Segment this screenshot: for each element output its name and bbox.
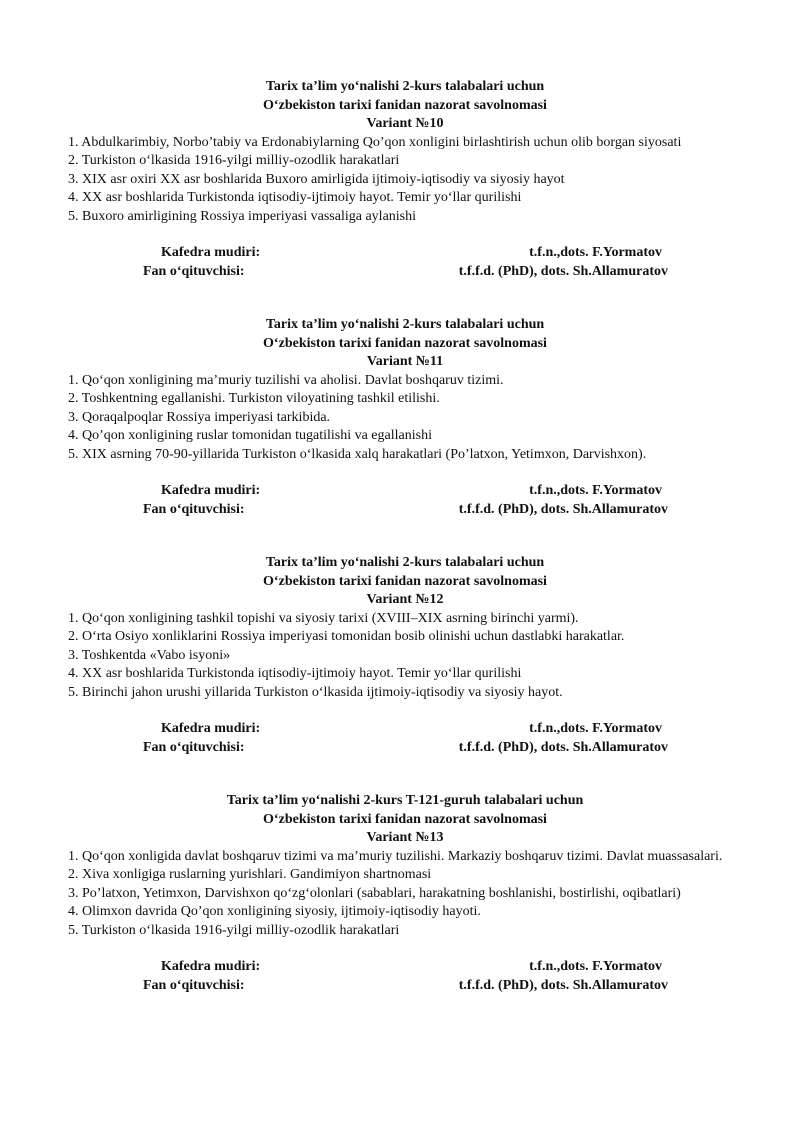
teacher-label: Fan o‘qituvchisi:	[143, 739, 245, 755]
variant-heading-line1: Tarix ta’lim yo‘nalishi 2-kurs talabalari uchun	[265, 555, 545, 570]
teacher-label: Fan o‘qituvchisi:	[143, 501, 245, 517]
question-item: 2. Toshkentning egallanishi. Turkiston viloyatining tashkil etilishi.	[68, 391, 440, 406]
variant-heading-line2: O‘zbekiston tarixi fanidan nazorat savolnomasi	[263, 811, 547, 827]
teacher-label: Fan o‘qituvchisi:	[143, 263, 245, 279]
question-item: 3. Po’latxon, Yetimxon, Darvishxon qo‘zg‘olonlari (sabablari, harakatning boshlanishi, bostirlishi, oqibatlari)	[68, 885, 681, 901]
variant-number: Variant №11	[366, 354, 444, 369]
head-of-department-label: Kafedra mudiri:	[161, 245, 261, 260]
teacher-label: Fan o‘qituvchisi:	[143, 977, 245, 993]
question-item: 5. Turkiston o‘lkasida 1916-yilgi milliy-ozodlik harakatlari	[68, 922, 400, 938]
question-item: 2. Turkiston o‘lkasida 1916-yilgi milliy-ozodlik harakatlari	[68, 153, 400, 168]
question-item: 2. O‘rta Osiyo xonliklarini Rossiya imperiyasi tomonidan bosib olinishi uchun dastlabki harakatlar.	[68, 629, 625, 644]
question-list	[0, 372, 800, 465]
variant-heading-line1: Tarix ta’lim yo‘nalishi 2-kurs talabalari uchun	[265, 317, 545, 332]
signature-block	[0, 958, 800, 995]
question-item: 5. Buxoro amirligining Rossiya imperiyasi vassaliga aylanishi	[68, 208, 417, 224]
question-list	[0, 848, 800, 941]
question-item: 4. XX asr boshlarida Turkistonda iqtisodiy-ijtimoiy hayot. Temir yo‘llar qurilishi	[68, 666, 522, 681]
question-item: 1. Qo‘qon xonligida davlat boshqaruv tizimi va ma’muriy tuzilishi. Markaziy boshqaruv tizimi. Davlat muassasalari.	[68, 848, 723, 864]
question-item: 3. XIX asr oxiri XX asr boshlarida Buxoro amirligida ijtimoiy-iqtisodiy va siyosiy hayot	[68, 171, 565, 187]
teacher-name: t.f.f.d. (PhD), dots. Sh.Allamuratov	[458, 263, 668, 279]
question-item: 3. Toshkentda «Vabo isyoni»	[68, 647, 231, 663]
head-of-department-label: Kafedra mudiri:	[161, 483, 261, 498]
teacher-name: t.f.f.d. (PhD), dots. Sh.Allamuratov	[458, 977, 668, 993]
question-item: 4. Qo’qon xonligining ruslar tomonidan tugatilishi va egallanishi	[68, 428, 432, 443]
variant-number: Variant №12	[366, 592, 444, 607]
variant-10-section	[0, 78, 800, 281]
variant-heading-line1: Tarix ta’lim yo‘nalishi 2-kurs talabalari uchun	[265, 79, 545, 94]
variant-heading-line1: Tarix ta’lim yo‘nalishi 2-kurs T-121-guruh talabalari uchun	[226, 793, 584, 808]
question-list	[0, 134, 800, 227]
question-item: 1. Qo‘qon xonligining ma’muriy tuzilishi va aholisi. Davlat boshqaruv tizimi.	[68, 372, 504, 388]
variant-12-section	[0, 554, 800, 757]
question-item: 5. Birinchi jahon urushi yillarida Turkiston o‘lkasida ijtimoiy-iqtisodiy va siyosiy hayot.	[68, 684, 563, 700]
head-of-department-name: t.f.n.,dots. F.Yormatov	[529, 721, 662, 736]
signature-block	[0, 720, 800, 757]
head-of-department-label: Kafedra mudiri:	[161, 959, 261, 974]
question-item: 5. XIX asrning 70-90-yillarida Turkiston o‘lkasida xalq harakatlari (Po’latxon, Yetimxon, Darvishxon).	[68, 446, 647, 462]
head-of-department-name: t.f.n.,dots. F.Yormatov	[529, 245, 662, 260]
variant-heading-line2: O‘zbekiston tarixi fanidan nazorat savolnomasi	[263, 573, 547, 589]
signature-block	[0, 244, 800, 281]
question-item: 3. Qoraqalpoqlar Rossiya imperiyasi tarkibida.	[68, 409, 331, 425]
question-item: 1. Qo‘qon xonligining tashkil topishi va siyosiy tarixi (XVIII–XIX asrning birinchi yarmi).	[68, 610, 579, 626]
question-item: 1. Abdulkarimbiy, Norbo’tabiy va Erdonabiylarning Qo’qon xonligini birlashtirish uchun olib borgan siyosati	[68, 134, 682, 150]
teacher-name: t.f.f.d. (PhD), dots. Sh.Allamuratov	[458, 501, 668, 517]
question-item: 4. XX asr boshlarida Turkistonda iqtisodiy-ijtimoiy hayot. Temir yo‘llar qurilishi	[68, 190, 522, 205]
variant-number: Variant №13	[366, 830, 444, 845]
signature-block	[0, 482, 800, 519]
variant-heading-line2: O‘zbekiston tarixi fanidan nazorat savolnomasi	[263, 97, 547, 113]
variant-11-section	[0, 316, 800, 519]
head-of-department-label: Kafedra mudiri:	[161, 721, 261, 736]
question-item: 4. Olimxon davrida Qo’qon xonligining siyosiy, ijtimoiy-iqtisodiy hayoti.	[68, 904, 481, 919]
question-item: 2. Xiva xonligiga ruslarning yurishlari. Gandimiyon shartnomasi	[68, 867, 432, 882]
head-of-department-name: t.f.n.,dots. F.Yormatov	[529, 483, 662, 498]
variant-number: Variant №10	[366, 116, 444, 131]
teacher-name: t.f.f.d. (PhD), dots. Sh.Allamuratov	[458, 739, 668, 755]
head-of-department-name: t.f.n.,dots. F.Yormatov	[529, 959, 662, 974]
question-list	[0, 610, 800, 703]
variant-heading-line2: O‘zbekiston tarixi fanidan nazorat savolnomasi	[263, 335, 547, 351]
variant-13-section	[0, 792, 800, 995]
